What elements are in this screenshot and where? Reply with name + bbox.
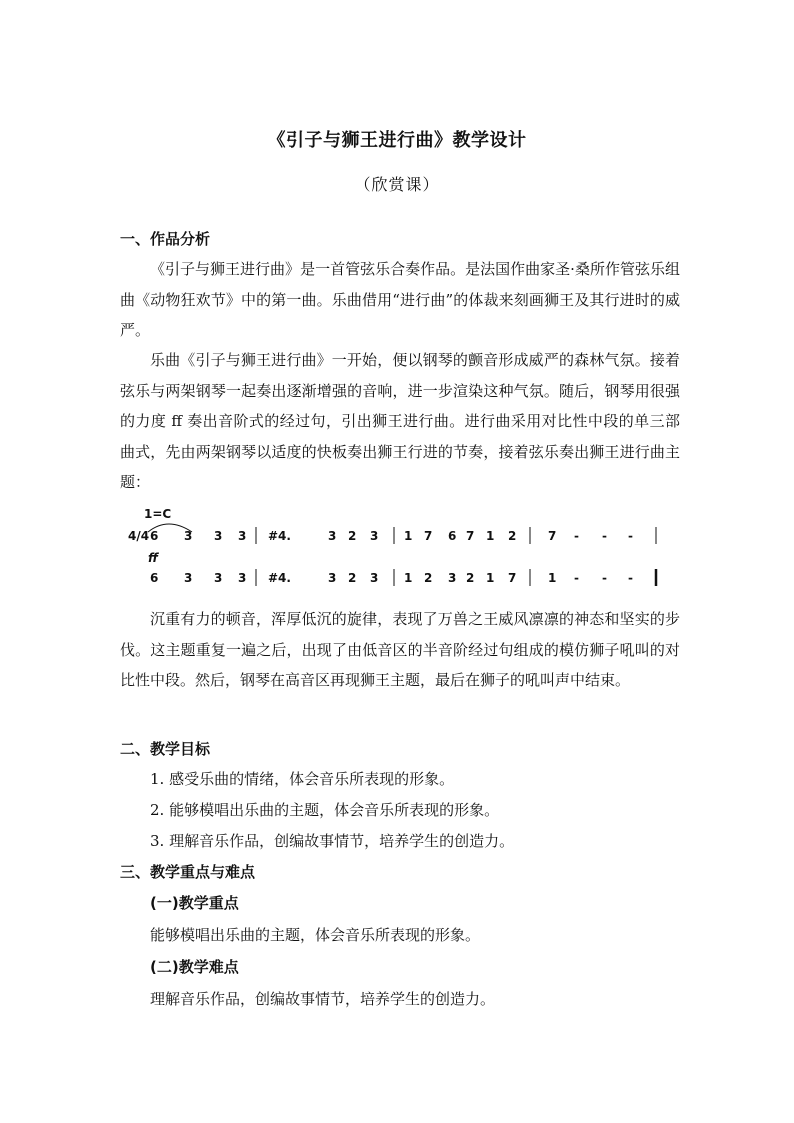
notation-note: 3 — [328, 529, 337, 543]
notation-note: 3 — [238, 571, 247, 585]
notation-note: 1 — [404, 529, 413, 543]
section-heading-analysis: 一、作品分析 — [120, 230, 211, 248]
notation-note: 7 — [424, 529, 433, 543]
notation-time-signature: 4/4 — [128, 529, 150, 543]
objective-item: 3. 理解音乐作品，创编故事情节，培养学生的创造力。 — [150, 832, 515, 850]
notation-note: 2 — [424, 571, 433, 585]
objective-item: 1. 感受乐曲的情绪，体会音乐所表现的形象。 — [150, 770, 455, 788]
notation-note: #4. — [268, 529, 291, 543]
objective-item: 2. 能够模唱出乐曲的主题，体会音乐所表现的形象。 — [150, 801, 500, 819]
key-point-text: 能够模唱出乐曲的主题，体会音乐所表现的形象。 — [150, 926, 481, 944]
analysis-paragraph-3: 沉重有力的顿音，浑厚低沉的旋律，表现了万兽之王威风凛凛的神态和坚实的步伐。这主题重复一遍之后，出现了由低音区的半音阶经过句组成的模仿狮子吼叫的对比性中段。然后，钢琴在高音区再现狮王主题，最后在狮子的吼叫声中结束。 — [120, 610, 680, 689]
notation-note: 3 — [448, 571, 457, 585]
notation-note: 3 — [184, 529, 193, 543]
notation-note: - — [602, 571, 607, 585]
notation-dynamic: ff — [148, 551, 158, 565]
notation-note: 3 — [214, 529, 223, 543]
notation-note: - — [574, 571, 579, 585]
notation-note: 6 — [448, 529, 457, 543]
notation-note: 3 — [184, 571, 193, 585]
notation-note: 1 — [548, 571, 557, 585]
notation-note: - — [628, 571, 633, 585]
subsection-heading-difficulty: (二)教学难点 — [150, 958, 239, 976]
notation-note: 1 — [404, 571, 413, 585]
document-title: 《引子与狮王进行曲》教学设计 — [267, 130, 527, 151]
difficulty-text: 理解音乐作品，创编故事情节，培养学生的创造力。 — [150, 990, 496, 1008]
notation-note: - — [602, 529, 607, 543]
notation-note: 3 — [370, 571, 379, 585]
notation-note: 2 — [348, 571, 357, 585]
notation-row-1 — [150, 527, 656, 544]
notation-note: 3 — [328, 571, 337, 585]
notation-note: 1 — [486, 529, 495, 543]
notation-row-2 — [150, 569, 656, 586]
notation-note: 7 — [508, 571, 517, 585]
section-heading-key-points: 三、教学重点与难点 — [120, 863, 256, 881]
notation-key: 1=C — [144, 507, 172, 521]
notation-note: 3 — [370, 529, 379, 543]
notation-note: #4. — [268, 571, 291, 585]
notation-note: 7 — [548, 529, 557, 543]
notation-note: 3 — [214, 571, 223, 585]
notation-note: 6 — [150, 529, 159, 543]
notation-note: 6 — [150, 571, 159, 585]
notation-note: - — [574, 529, 579, 543]
notation-note: 7 — [466, 529, 475, 543]
notation-note: 2 — [466, 571, 475, 585]
analysis-paragraph-2: 乐曲《引子与狮王进行曲》一开始，便以钢琴的颤音形成威严的森林气氛。接着弦乐与两架钢琴一起奏出逐渐增强的音响，进一步渲染这种气氛。随后，钢琴用很强的力度 ff 奏出音阶式的经过句，引出狮王进行曲。进行曲采用对比性中段的单三部曲式，先由两架钢琴以适度的快板奏出狮王行进的节奏，接着弦乐奏出狮王进行曲主题： — [120, 351, 680, 491]
notation-note: 2 — [508, 529, 517, 543]
notation-note: 1 — [486, 571, 495, 585]
document-subtitle: （欣赏课） — [354, 175, 440, 194]
notation-note: 3 — [238, 529, 247, 543]
notation-note: 2 — [348, 529, 357, 543]
subsection-heading-key: (一)教学重点 — [150, 894, 239, 912]
notation-note: - — [628, 529, 633, 543]
section-heading-objectives: 二、教学目标 — [120, 740, 211, 758]
analysis-paragraph-1: 《引子与狮王进行曲》是一首管弦乐合奏作品。是法国作曲家圣·桑所作管弦乐组曲《动物狂欢节》中的第一曲。乐曲借用“进行曲”的体裁来刻画狮王及其行进时的威严。 — [120, 260, 680, 339]
music-notation — [128, 504, 668, 596]
